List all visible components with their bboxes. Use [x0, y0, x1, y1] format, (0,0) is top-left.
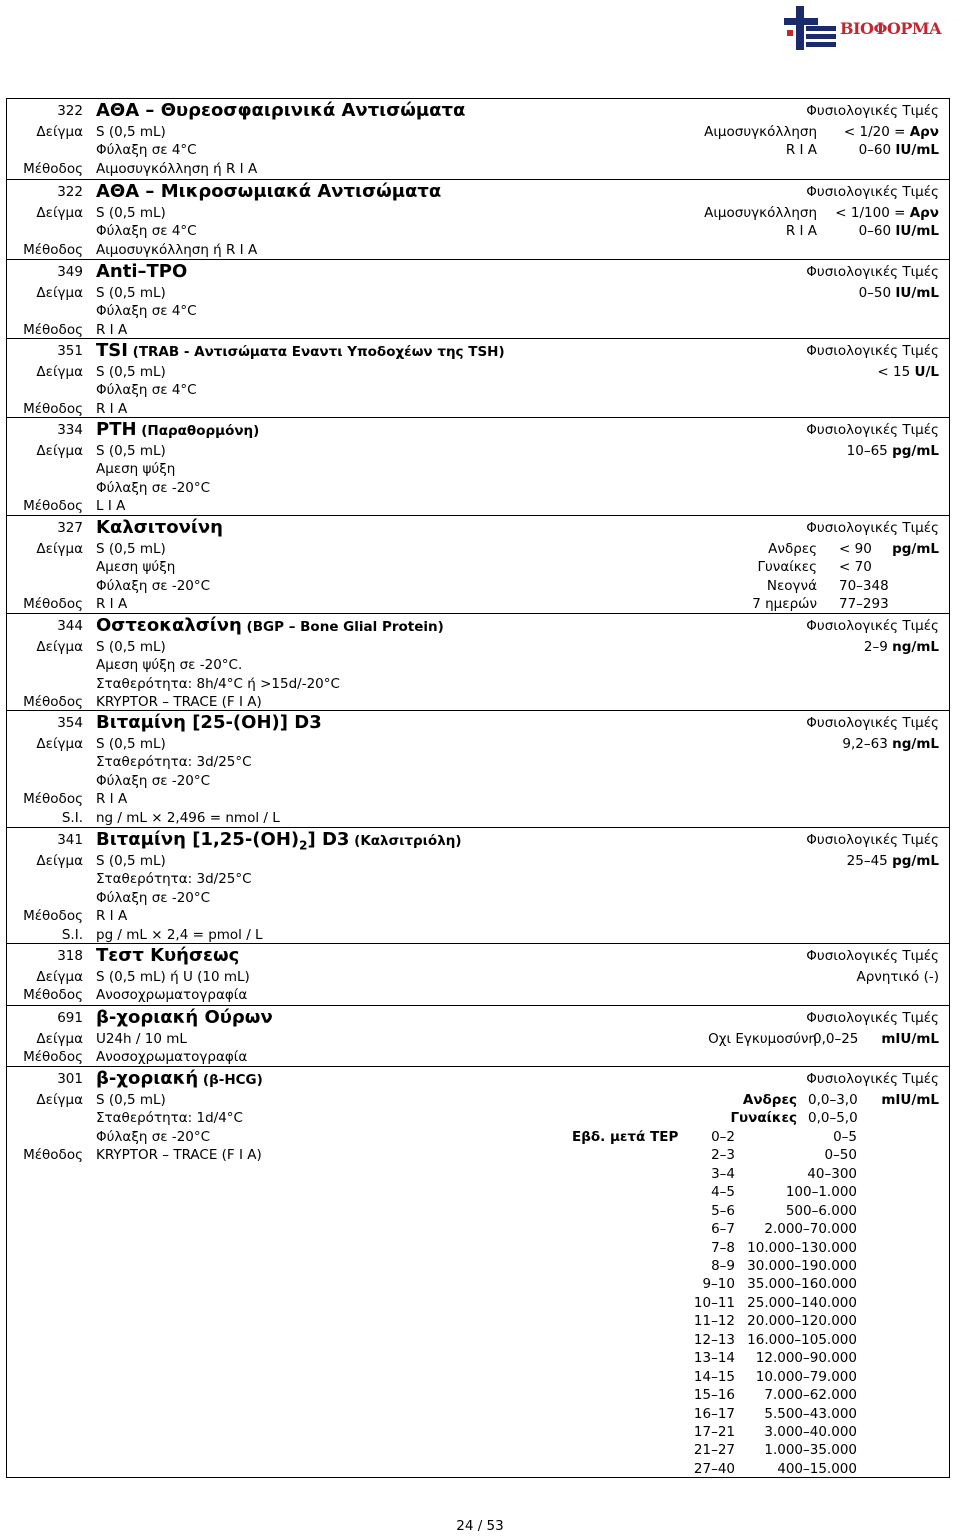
method-value: KRYPTOR – TRACE (F I A) [96, 694, 262, 711]
sample-value: S (0,5 mL) [96, 204, 166, 221]
pregnancy-range: 500–6.000 [785, 1202, 857, 1219]
sample-value: S (0,5 mL) [96, 442, 166, 459]
reference-header: Φυσιολογικές Τιμές [806, 520, 939, 536]
test-title-text: β-χοριακή [96, 1068, 199, 1089]
reference-header: Φυσιολογικές Τιμές [806, 343, 939, 359]
reference-header: Φυσιολογικές Τιμές [806, 715, 939, 731]
sample-label: Δείγμα [36, 442, 83, 459]
pregnancy-week: 14–15 [693, 1368, 735, 1385]
sample-label: Δείγμα [36, 852, 83, 869]
si-label: S.I. [61, 810, 83, 826]
logo-mark-icon [782, 4, 838, 52]
method-value: R I A [96, 908, 128, 925]
method-label: Μέθοδος [23, 498, 83, 515]
test-title-text: Βιταμίνη [25-(OH)] D3 [96, 712, 322, 733]
pregnancy-week: 9–10 [702, 1276, 735, 1293]
pregnancy-week: 15–16 [693, 1387, 735, 1404]
sample-note: Φύλαξη σε -20°C [96, 889, 211, 906]
pregnancy-week: 11–12 [693, 1313, 735, 1330]
sample-note: Αμεση ψύξη [96, 559, 176, 576]
pregnancy-weeks-label: Εβδ. μετά ΤΕΡ [572, 1128, 679, 1145]
test-title [96, 340, 505, 363]
pregnancy-week: 21–27 [693, 1442, 735, 1459]
pregnancy-range: 0–50 [824, 1147, 857, 1164]
method-label: Μέθοδος [23, 987, 83, 1004]
sample-value: S (0,5 mL) ή U (10 mL) [96, 968, 250, 985]
ref-unit: Αρν [909, 123, 939, 140]
ref-value [859, 141, 939, 159]
method-label: Μέθοδος [23, 321, 83, 338]
ref-number: < 15 [877, 363, 915, 380]
ref-number: Αρνητικό (-) [856, 968, 939, 985]
test-code: 344 [57, 618, 83, 634]
ref-value [877, 363, 939, 381]
test-title [96, 181, 441, 203]
ref-label: Αιμοσυγκόλληση [704, 204, 817, 221]
pregnancy-range: 35.000–160.000 [747, 1276, 857, 1293]
reference-header: Φυσιολογικές Τιμές [806, 1071, 939, 1087]
sample-value: S (0,5 mL) [96, 1091, 166, 1108]
test-code: 341 [57, 832, 83, 848]
ref-unit: ng/mL [892, 638, 939, 655]
method-value: Ανοσοχρωματογραφία [96, 1049, 248, 1066]
test-block [7, 179, 949, 258]
pregnancy-range: 2.000–70.000 [764, 1221, 857, 1238]
method-label: Μέθοδος [23, 596, 83, 613]
sample-label: Δείγμα [36, 123, 83, 140]
test-block [7, 1005, 949, 1066]
ref-value: 0,0–25 [813, 1030, 859, 1047]
method-label: Μέθοδος [23, 400, 83, 417]
ref-value [864, 638, 939, 656]
pregnancy-week: 2–3 [711, 1147, 735, 1164]
ref-number: 0–60 [858, 223, 896, 240]
ref-number: < 1/20 = [843, 123, 910, 140]
reference-header: Φυσιολογικές Τιμές [806, 1010, 939, 1026]
ref-unit: pg/mL [892, 540, 939, 557]
si-formula: ng / mL × 2,496 = nmol / L [96, 810, 280, 826]
ref-value [859, 284, 939, 302]
sample-note: Φύλαξη σε -20°C [96, 1128, 211, 1145]
sample-label: Δείγμα [36, 1091, 83, 1108]
sample-note: Φύλαξη σε 4°C [96, 223, 197, 240]
pregnancy-range: 3.000–40.000 [764, 1424, 857, 1440]
test-title [96, 261, 187, 283]
test-title-text: Anti–TPO [96, 261, 188, 282]
test-title-text: ΑΘΑ – Μικροσωμιακά Αντισώματα [96, 181, 442, 202]
sample-value: S (0,5 mL) [96, 123, 166, 140]
si-label: S.I. [61, 927, 83, 943]
test-subtitle: (BGP – Bone Glial Protein) [241, 619, 444, 635]
reference-header: Φυσιολογικές Τιμές [806, 422, 939, 438]
sample-note: Φύλαξη σε 4°C [96, 382, 197, 399]
sample-note: Σταθερότητα: 3d/25°C [96, 871, 252, 888]
ref-value [847, 852, 939, 870]
pregnancy-range: 10.000–130.000 [747, 1239, 857, 1256]
ref-number: 10–65 [846, 442, 893, 459]
ref-label: Ανδρες [768, 540, 817, 557]
ref-value [856, 968, 939, 986]
test-block [7, 515, 949, 613]
ref-unit: mIU/mL [881, 1091, 939, 1108]
ref-value [859, 222, 939, 240]
test-title-text: Οστεοκαλσίνη [96, 615, 242, 636]
test-title-text: PTH [96, 419, 137, 440]
pregnancy-week: 4–5 [711, 1184, 735, 1201]
sample-value: S (0,5 mL) [96, 540, 166, 557]
ref-value [835, 204, 939, 222]
pregnancy-range: 7.000–62.000 [764, 1387, 857, 1404]
test-title-text: β-χοριακή Ούρων [96, 1007, 273, 1028]
test-block [7, 259, 949, 338]
reference-header: Φυσιολογικές Τιμές [806, 184, 939, 200]
method-value: Αιμοσυγκόλληση ή R I A [96, 160, 258, 177]
test-code: 351 [57, 343, 83, 359]
sample-label: Δείγμα [36, 1030, 83, 1047]
ref-unit: mIU/mL [881, 1030, 939, 1047]
method-value: Ανοσοχρωματογραφία [96, 987, 248, 1004]
ref-unit: pg/mL [892, 852, 939, 869]
sample-value: S (0,5 mL) [96, 735, 166, 752]
ref-unit: IU/mL [895, 223, 939, 240]
sample-note: Σταθερότητα: 1d/4°C [96, 1110, 243, 1127]
pregnancy-range: 10.000–79.000 [755, 1368, 857, 1385]
pregnancy-range: 16.000–105.000 [747, 1331, 857, 1348]
test-title [96, 945, 239, 967]
test-title [96, 712, 322, 734]
test-block [7, 710, 949, 826]
ref-label: 7 ημερών [752, 596, 817, 613]
brand-name: ΒΙΟΦΟΡΜΑ [840, 19, 941, 38]
test-title-text: ΑΘΑ – Θυρεοσφαιρινικά Αντισώματα [96, 100, 466, 121]
sample-note: Φύλαξη σε -20°C [96, 577, 211, 594]
ref-label: R I A [785, 223, 817, 240]
test-title [96, 419, 259, 442]
brand-logo [782, 4, 952, 52]
test-title [96, 615, 444, 638]
sample-note: Φύλαξη σε 4°C [96, 303, 197, 320]
ref-value: 77–293 [839, 596, 889, 613]
test-code: 691 [57, 1010, 83, 1026]
test-subtitle: (TRAB - Αντισώματα Εναντι Υποδοχέων της TSH) [127, 344, 505, 360]
pregnancy-week: 7–8 [711, 1239, 735, 1256]
ref-label: Οχι Εγκυμοσύνη [708, 1030, 817, 1047]
ref-label: R I A [785, 142, 817, 159]
method-value: L I A [96, 498, 126, 515]
ref-number: 2–9 [863, 638, 893, 655]
ref-number: < 1/100 = [835, 204, 910, 221]
reference-header: Φυσιολογικές Τιμές [806, 264, 939, 280]
ref-number: 0–50 [858, 284, 896, 301]
method-label: Μέθοδος [23, 1147, 83, 1164]
pregnancy-week: 10–11 [693, 1294, 735, 1311]
method-value: R I A [96, 791, 128, 808]
pregnancy-range: 30.000–190.000 [747, 1257, 857, 1274]
ref-unit: Αρν [909, 204, 939, 221]
method-value: KRYPTOR – TRACE (F I A) [96, 1147, 262, 1164]
si-formula: pg / mL × 2,4 = pmol / L [96, 927, 263, 943]
method-value: Αιμοσυγκόλληση ή R I A [96, 241, 258, 258]
method-label: Μέθοδος [23, 241, 83, 258]
sample-label: Δείγμα [36, 638, 83, 655]
sample-label: Δείγμα [36, 204, 83, 221]
pregnancy-week: 27–40 [693, 1460, 735, 1477]
ref-unit: ng/mL [892, 735, 939, 752]
test-title-text: TSI [96, 340, 128, 361]
ref-label: Αιμοσυγκόλληση [704, 123, 817, 140]
pregnancy-range: 40–300 [807, 1165, 857, 1182]
pregnancy-range: 1.000–35.000 [764, 1442, 857, 1459]
sample-note: Σταθερότητα: 3d/25°C [96, 754, 252, 771]
test-subtitle: (Παραθορμόνη) [136, 423, 260, 439]
sample-note: Φύλαξη σε 4°C [96, 142, 197, 159]
pregnancy-range: 0–5 [833, 1128, 857, 1145]
method-label: Μέθοδος [23, 694, 83, 711]
test-block [7, 1066, 949, 1477]
lab-test-table [6, 98, 950, 1478]
test-code: 301 [57, 1071, 83, 1087]
ref-label: Ανδρες [742, 1091, 797, 1108]
pregnancy-week: 6–7 [711, 1221, 735, 1238]
ref-unit: IU/mL [895, 142, 939, 159]
ref-value: < 70 [839, 559, 872, 576]
test-block [7, 943, 949, 1004]
sample-label: Δείγμα [36, 735, 83, 752]
method-label: Μέθοδος [23, 908, 83, 925]
ref-unit: U/L [914, 363, 939, 380]
sample-note: Σταθερότητα: 8h/4°C ή >15d/-20°C [96, 675, 340, 692]
ref-unit: IU/mL [895, 284, 939, 301]
sample-label: Δείγμα [36, 363, 83, 380]
test-code: 322 [57, 184, 83, 200]
pregnancy-week: 3–4 [711, 1165, 735, 1182]
pregnancy-week: 5–6 [711, 1202, 735, 1219]
pregnancy-range: 5.500–43.000 [764, 1405, 857, 1422]
method-value: R I A [96, 400, 128, 417]
pregnancy-week: 17–21 [693, 1424, 735, 1440]
test-block [7, 338, 949, 417]
reference-header: Φυσιολογικές Τιμές [806, 832, 939, 848]
method-label: Μέθοδος [23, 791, 83, 808]
test-subtitle: (Καλσιτριόλη) [349, 833, 462, 849]
ref-value [842, 735, 939, 753]
sample-note: Φύλαξη σε -20°C [96, 772, 211, 789]
pregnancy-range: 400–15.000 [777, 1460, 857, 1477]
test-block [7, 417, 949, 515]
ref-number: 9,2–63 [842, 735, 893, 752]
sample-value: U24h / 10 mL [96, 1030, 187, 1047]
pregnancy-range: 25.000–140.000 [747, 1294, 857, 1311]
test-title [96, 100, 465, 122]
pregnancy-week: 13–14 [693, 1350, 735, 1367]
pregnancy-week: 16–17 [693, 1405, 735, 1422]
pregnancy-range: 12.000–90.000 [755, 1350, 857, 1367]
test-code: 349 [57, 264, 83, 280]
ref-label: Νεογνά [766, 577, 817, 594]
sample-note: Αμεση ψύξη [96, 461, 176, 478]
reference-header: Φυσιολογικές Τιμές [806, 618, 939, 634]
reference-header: Φυσιολογικές Τιμές [806, 948, 939, 964]
pregnancy-week: 8–9 [711, 1257, 735, 1274]
ref-value: 0,0–3,0 [808, 1091, 858, 1108]
method-value: R I A [96, 596, 128, 613]
sample-label: Δείγμα [36, 540, 83, 557]
sample-note: Αμεση ψύξη σε -20°C. [96, 657, 243, 674]
ref-unit: pg/mL [892, 442, 939, 459]
pregnancy-week: 12–13 [693, 1331, 735, 1348]
test-code: 322 [57, 103, 83, 119]
ref-value: 0,0–5,0 [808, 1110, 858, 1127]
ref-label: Γυναίκες [757, 559, 817, 576]
test-title [96, 1007, 273, 1029]
test-title-text: Τεστ Κυήσεως [96, 945, 240, 966]
sample-value: S (0,5 mL) [96, 284, 166, 301]
sample-label: Δείγμα [36, 284, 83, 301]
test-block [7, 613, 949, 711]
test-code: 354 [57, 715, 83, 731]
ref-value [847, 442, 939, 460]
test-title-text: Βιταμίνη [1,25-(OH) [96, 829, 300, 850]
reference-header: Φυσιολογικές Τιμές [806, 103, 939, 119]
test-title [96, 1068, 263, 1091]
test-title-subscript: 2 [299, 838, 308, 853]
test-subtitle: (β-HCG) [198, 1072, 263, 1088]
method-value: R I A [96, 321, 128, 338]
test-block [7, 827, 949, 943]
ref-number: 25–45 [846, 852, 893, 869]
sample-value: S (0,5 mL) [96, 638, 166, 655]
pregnancy-week: 0–2 [711, 1128, 735, 1145]
sample-label: Δείγμα [36, 968, 83, 985]
sample-note: Φύλαξη σε -20°C [96, 479, 211, 496]
method-label: Μέθοδος [23, 1049, 83, 1066]
ref-number: 0–60 [858, 142, 896, 159]
test-title-text: ] D3 [307, 829, 350, 850]
test-code: 334 [57, 422, 83, 438]
ref-value [844, 123, 939, 141]
page-number: 24 / 53 [456, 1518, 504, 1534]
method-label: Μέθοδος [23, 160, 83, 177]
pregnancy-range: 100–1.000 [785, 1184, 857, 1201]
ref-value: < 90 [839, 540, 872, 557]
test-code: 318 [57, 948, 83, 964]
ref-label: Γυναίκες [730, 1110, 797, 1127]
ref-value: 70–348 [839, 577, 889, 594]
test-title [96, 517, 223, 539]
test-title-text: Καλσιτονίνη [96, 517, 223, 538]
pregnancy-range: 20.000–120.000 [747, 1313, 857, 1330]
sample-value: S (0,5 mL) [96, 852, 166, 869]
test-code: 327 [57, 520, 83, 536]
sample-value: S (0,5 mL) [96, 363, 166, 380]
